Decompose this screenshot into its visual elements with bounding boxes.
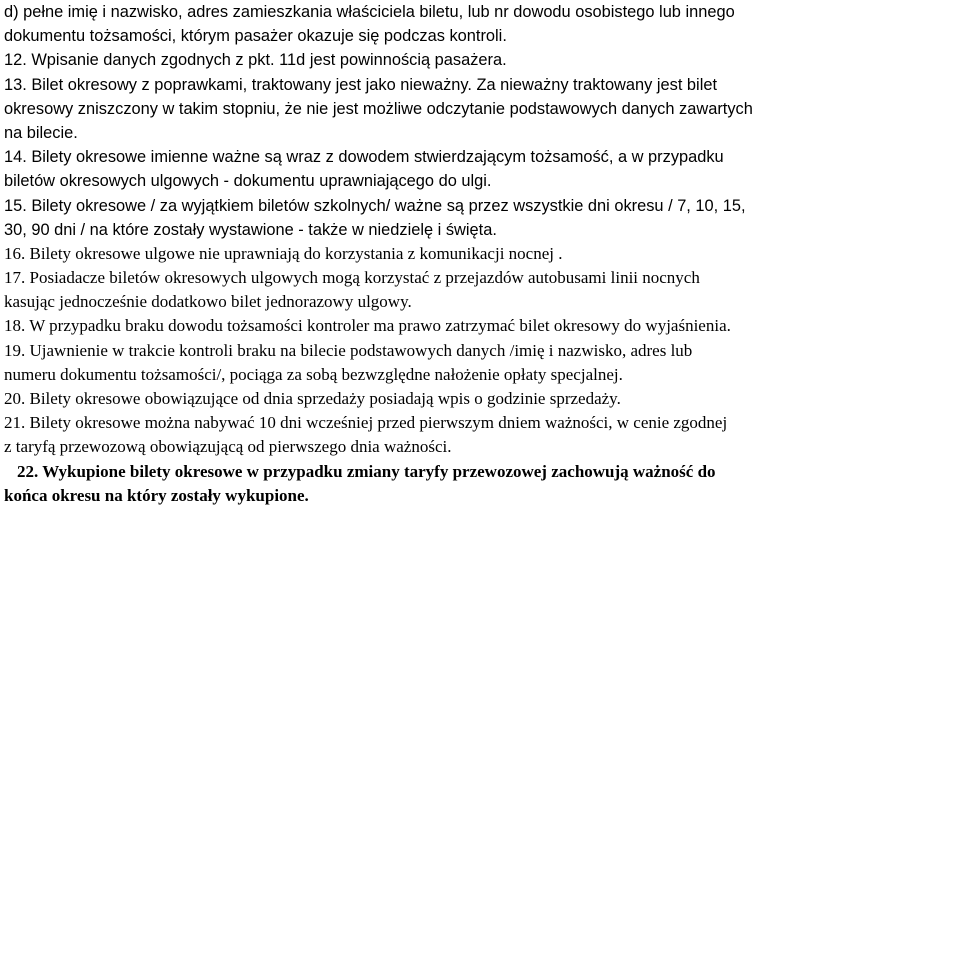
document-body [4, 0, 956, 508]
text-line-10: 30, 90 dni / na które zostały wystawione - także w niedzielę i święta. [4, 220, 497, 239]
text-line-5: okresowy zniszczony w takim stopniu, że nie jest możliwe odczytanie podstawowych danych zawartych [4, 99, 753, 118]
text-line-2: dokumentu tożsamości, którym pasażer okazuje się podczas kontroli. [4, 27, 507, 46]
text-line-14: 18. W przypadku braku dowodu tożsamości kontroler ma prawo zatrzymać bilet okresowy do wyjaśnienia. [4, 316, 731, 336]
text-line-4: 13. Bilet okresowy z poprawkami, traktowany jest jako nieważny. Za nieważny traktowany jest bilet [4, 75, 718, 94]
text-line-1: d) pełne imię i nazwisko, adres zamieszkania właściciela biletu, lub nr dowodu osobistego lub innego [4, 3, 735, 21]
text-line-11: 16. Bilety okresowe ulgowe nie uprawniają do korzystania z komunikacji nocnej . [4, 243, 563, 263]
text-line-18: 21. Bilety okresowe można nabywać 10 dni wcześniej przed pierwszym dniem ważności, w cenie zgodnej [4, 413, 728, 433]
text-line-6: na bilecie. [4, 123, 78, 142]
text-line-20: 22. Wykupione bilety okresowe w przypadku zmiany taryfy przewozowej zachowują ważność do [17, 461, 716, 481]
text-line-7: 14. Bilety okresowe imienne ważne są wraz z dowodem stwierdzającym tożsamość, a w przypadku [4, 148, 724, 167]
text-line-13: kasując jednocześnie dodatkowo bilet jednorazowy ulgowy. [4, 292, 412, 312]
text-line-19: z taryfą przewozową obowiązującą od pierwszego dnia ważności. [4, 437, 452, 457]
text-line-17: 20. Bilety okresowe obowiązujące od dnia sprzedaży posiadają wpis o godzinie sprzedaży. [4, 389, 621, 408]
text-line-9: 15. Bilety okresowe / za wyjątkiem biletów szkolnych/ ważne są przez wszystkie dni okresu / 7, 10, 15, [4, 196, 746, 215]
text-line-16: numeru dokumentu tożsamości/, pociąga za sobą bezwzględne nałożenie opłaty specjalnej. [4, 364, 623, 384]
text-line-12: 17. Posiadacze biletów okresowych ulgowych mogą korzystać z przejazdów autobusami linii nocnych [4, 268, 700, 288]
text-line-3: 12. Wpisanie danych zgodnych z pkt. 11d jest powinnością pasażera. [4, 51, 507, 70]
text-line-21: końca okresu na który zostały wykupione. [4, 485, 309, 505]
text-line-15: 19. Ujawnienie w trakcie kontroli braku na bilecie podstawowych danych /imię i nazwisko, adres lub [4, 340, 693, 360]
text-line-8: biletów okresowych ulgowych - dokumentu uprawniającego do ulgi. [4, 172, 492, 191]
